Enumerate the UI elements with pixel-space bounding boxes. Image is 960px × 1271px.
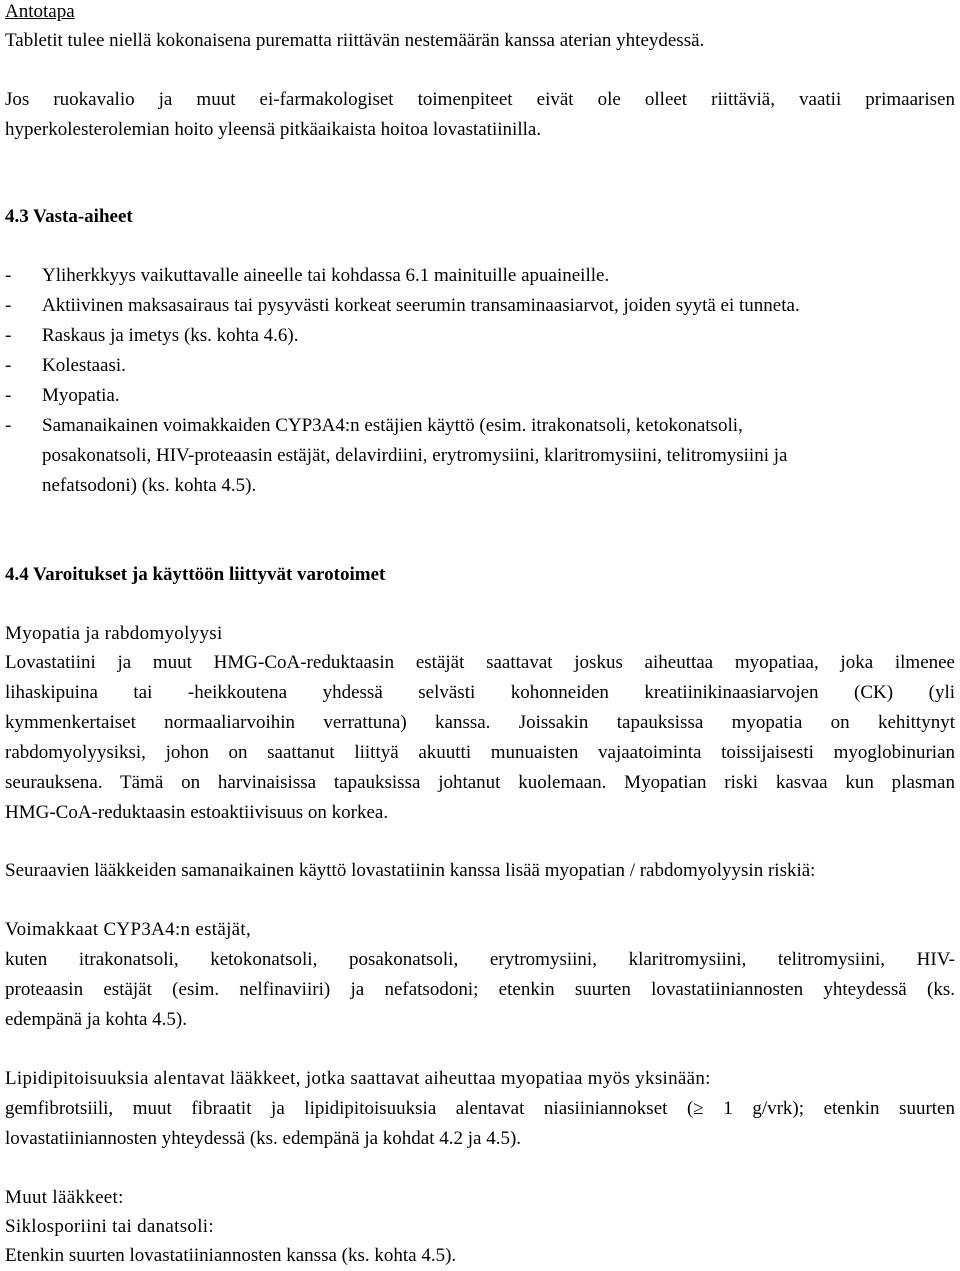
contraindication-text: Raskaus ja imetys (ks. kohta 4.6). [42,325,299,346]
section-4-4-heading: 4.4 Varoitukset ja käyttöön liittyvät varotoimet [5,564,386,585]
lipid-paragraph-line: gemfibrotsiili, muut fibraatit ja lipidipitoisuuksia alentavat niasiiniannokset (≥ 1 g/vrk); etenkin suurten [5,1098,955,1119]
bullet-dash: - [5,415,12,436]
contraindication-text: Kolestaasi. [42,355,126,376]
intro-line-2: hyperkolesterolemian hoito yleensä pitkäaikaista hoitoa lovastatiinilla. [5,119,542,140]
myopathy-paragraph-line: rabdomyolyysiksi, johon on saattanut liittyä akuutti munuaisten vajaatoiminta toissijaisesti myoglobinurian [5,742,955,763]
antotapa-text: Tabletit tulee niellä kokonaisena purematta riittävän nestemäärän kanssa aterian yhteydessä. [5,30,705,51]
cyp-subheading: Voimakkaat CYP3A4:n estäjät, [5,919,252,940]
cyp-paragraph-line: kuten itrakonatsoli, ketokonatsoli, posakonatsoli, erytromysiini, klaritromysiini, telitromysiini, HIV- [5,949,955,970]
lipid-paragraph-line: lovastatiiniannosten yhteydessä (ks. edempänä ja kohdat 4.2 ja 4.5). [5,1128,522,1149]
lipid-subheading: Lipidipitoisuuksia alentavat lääkkeet, jotka saattavat aiheuttaa myopatiaa myös yksinään: [5,1068,711,1089]
contraindication-text: Samanaikainen voimakkaiden CYP3A4:n estäjien käyttö (esim. itrakonatsoli, ketokonatsoli, [42,415,743,436]
bullet-dash: - [5,325,12,346]
section-4-3-heading: 4.3 Vasta-aiheet [5,206,133,227]
myopathy-paragraph-line: kymmenkertaiset normaaliarvoihin verrattuna) kanssa. Joissakin tapauksissa myopatia on kehittynyt [5,712,955,733]
bullet-dash: - [5,355,12,376]
myopathy-paragraph-line: Lovastatiini ja muut HMG-CoA-reduktaasin estäjät saattavat joskus aiheuttaa myopatiaa, joka ilmenee [5,652,955,673]
cyclosporine-subheading: Siklosporiini tai danatsoli: [5,1216,214,1237]
contraindication-text: Myopatia. [42,385,120,406]
risk-intro: Seuraavien lääkkeiden samanaikainen käyttö lovastatiinin kanssa lisää myopatian / rabdomyolyysin riskiä: [5,860,816,881]
cyp-paragraph-line: proteaasin estäjät (esim. nelfinaviiri) ja nefatsodoni; etenkin suurten lovastatiiniannosten yhteydessä (ks. [5,979,955,1000]
cyp-paragraph-line: edempänä ja kohta 4.5). [5,1009,188,1030]
myopathy-paragraph-line: seurauksena. Tämä on harvinaisissa tapauksissa johtanut kuolemaan. Myopatian riski kasvaa kun plasman [5,772,955,793]
myopathy-paragraph-line: HMG-CoA-reduktaasin estoaktiivisuus on korkea. [5,802,389,823]
antotapa-heading: Antotapa [5,1,75,22]
contraindication-continuation: posakonatsoli, HIV-proteaasin estäjät, delavirdiini, erytromysiini, klaritromysiini, telitromysiini ja [42,445,788,466]
bullet-dash: - [5,385,12,406]
myopathy-paragraph-line: lihaskipuina tai -heikkoutena yhdessä selvästi kohonneiden kreatiinikinaasiarvojen (CK) (yli [5,682,955,703]
intro-line-1: Jos ruokavalio ja muut ei-farmakologiset toimenpiteet eivät ole olleet riittäviä, vaatii primaarisen [5,89,955,110]
cyclosporine-text: Etenkin suurten lovastatiiniannosten kanssa (ks. kohta 4.5). [5,1245,457,1266]
other-drugs-subheading: Muut lääkkeet: [5,1187,124,1208]
bullet-dash: - [5,265,12,286]
contraindication-continuation: nefatsodoni) (ks. kohta 4.5). [42,475,257,496]
myopathy-subheading: Myopatia ja rabdomyolyysi [5,623,223,644]
contraindication-text: Yliherkkyys vaikuttavalle aineelle tai kohdassa 6.1 mainituille apuaineille. [42,265,610,286]
bullet-dash: - [5,295,12,316]
contraindication-text: Aktiivinen maksasairaus tai pysyvästi korkeat seerumin transaminaasiarvot, joiden syytä ei tunneta. [42,295,800,316]
